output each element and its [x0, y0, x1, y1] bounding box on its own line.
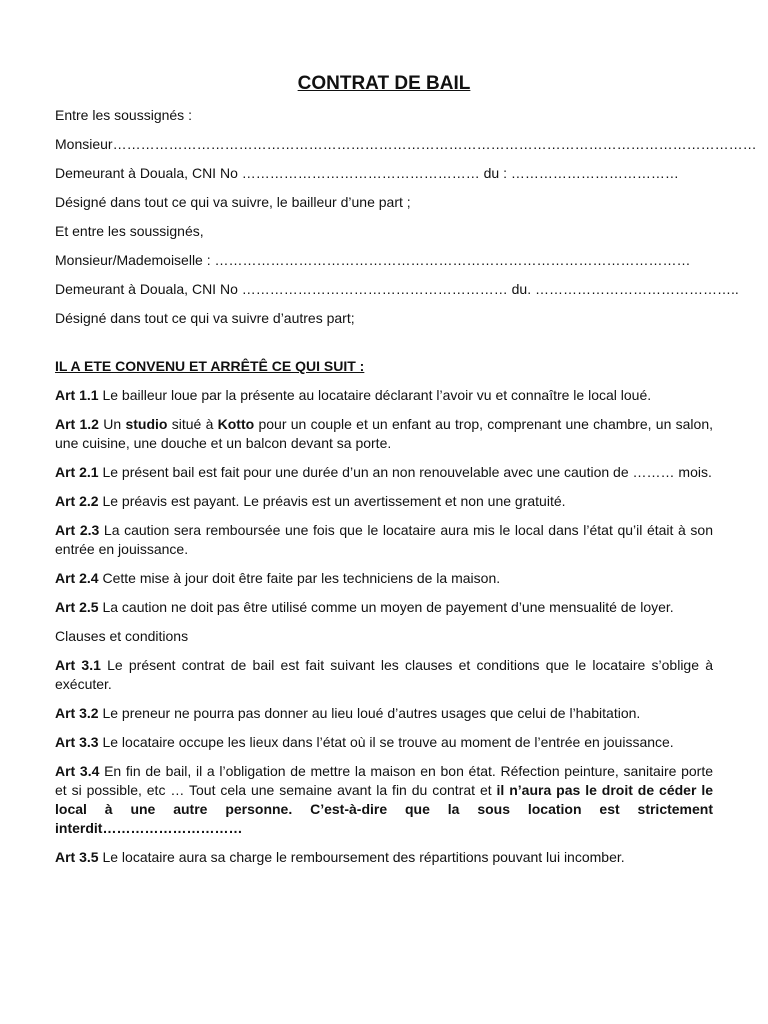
- article-1-1: [55, 386, 713, 405]
- article-text: Le preneur ne pourra pas donner au lieu loué d’autres usages que celui de l’habitation.: [98, 705, 641, 721]
- document-title: CONTRAT DE BAIL: [297, 73, 471, 94]
- header-line-monsieur: Monsieur…………………………………………………………………………………………………………………………: [55, 136, 757, 152]
- article-text: Le locataire aura sa charge le remboursement des répartitions pouvant lui incomber.: [98, 849, 625, 865]
- article-number: Art 2.3: [55, 522, 100, 538]
- header-line-lessor-address: Demeurant à Douala, CNI No …………………………………………… du : ………………………………: [55, 165, 679, 181]
- article-2-5: [55, 598, 713, 617]
- article-2-3: [55, 521, 713, 559]
- header-line-between: Et entre les soussignés,: [55, 223, 204, 239]
- article-number: Art 3.2: [55, 705, 99, 721]
- article-1-2: [55, 415, 713, 453]
- article-3-1: [55, 656, 713, 694]
- article-text: Le présent contrat de bail est fait suivant les clauses et conditions que le locataire s’oblige à exécuter.: [55, 657, 713, 692]
- article-text: situé à: [167, 416, 218, 432]
- article-number: Art 3.5: [55, 849, 99, 865]
- article-bold-clause: il n’aura pas le droit de céder le local à une autre personne. C’est-à-dire que la sous location est strictement interdit…………………………: [55, 782, 713, 836]
- article-number: Art 3.3: [55, 734, 99, 750]
- article-3-4: [55, 762, 713, 838]
- section-heading: IL A ETE CONVENU ET ARRÊTÊ CE QUI SUIT :: [55, 358, 365, 374]
- article-number: Art 2.2: [55, 493, 99, 509]
- article-2-2: [55, 492, 713, 511]
- article-2-1: [55, 463, 713, 482]
- article-3-5: [55, 848, 713, 867]
- article-text: La caution ne doit pas être utilisé comme un moyen de payement d’une mensualité de loyer.: [98, 599, 674, 615]
- article-number: Art 2.4: [55, 570, 99, 586]
- article-text: Le présent bail est fait pour une durée d’un an non renouvelable avec une caution de ……… mois.: [98, 464, 712, 480]
- article-text: pour un couple et un enfant au trop, comprenant une chambre, un salon, une cuisine, une douche et un balcon devant sa porte.: [55, 416, 714, 451]
- article-number: Art 3.1: [55, 657, 101, 673]
- clauses-label: Clauses et conditions: [55, 628, 189, 644]
- header-line-parties: Entre les soussignés :: [55, 107, 192, 123]
- article-bold-term: studio: [125, 416, 168, 432]
- article-3-2: [55, 704, 713, 723]
- header-line-tenant-designation: Désigné dans tout ce qui va suivre d’autres part;: [55, 310, 355, 326]
- article-3-3: [55, 733, 713, 752]
- article-2-4: [55, 569, 713, 588]
- article-text: Le bailleur loue par la présente au locataire déclarant l’avoir vu et connaître le local loué.: [98, 387, 652, 403]
- article-number: Art 1.2: [55, 416, 99, 432]
- article-text: Le préavis est payant. Le préavis est un avertissement et non une gratuité.: [98, 493, 566, 509]
- article-number: Art 2.5: [55, 599, 99, 615]
- article-text: Le locataire occupe les lieux dans l’état où il se trouve au moment de l’entrée en jouissance.: [98, 734, 674, 750]
- article-number: Art 1.1: [55, 387, 99, 403]
- article-number: Art 2.1: [55, 464, 99, 480]
- article-text: La caution sera remboursée une fois que le locataire aura mis le local dans l’état qu’il était à son entrée en jouissance.: [55, 522, 713, 557]
- article-text: Cette mise à jour doit être faite par les techniciens de la maison.: [98, 570, 501, 586]
- spacer: [55, 338, 713, 357]
- article-number: Art 3.4: [55, 763, 100, 779]
- article-text: Un: [98, 416, 126, 432]
- header-line-lessor-designation: Désigné dans tout ce qui va suivre, le bailleur d’une part ;: [55, 194, 411, 210]
- article-text: En fin de bail, il a l’obligation de mettre la maison en bon état. Réfection peinture, sanitaire porte et si possible, etc … Tout cela une semaine avant la fin du contrat et: [55, 763, 713, 798]
- header-line-tenant-address: Demeurant à Douala, CNI No ………………………………………………… du. ……………………………………..: [55, 281, 739, 297]
- article-bold-term: Kotto: [217, 416, 255, 432]
- header-line-tenant-name: Monsieur/Mademoiselle : …………………………………………………………………………………………: [55, 252, 691, 268]
